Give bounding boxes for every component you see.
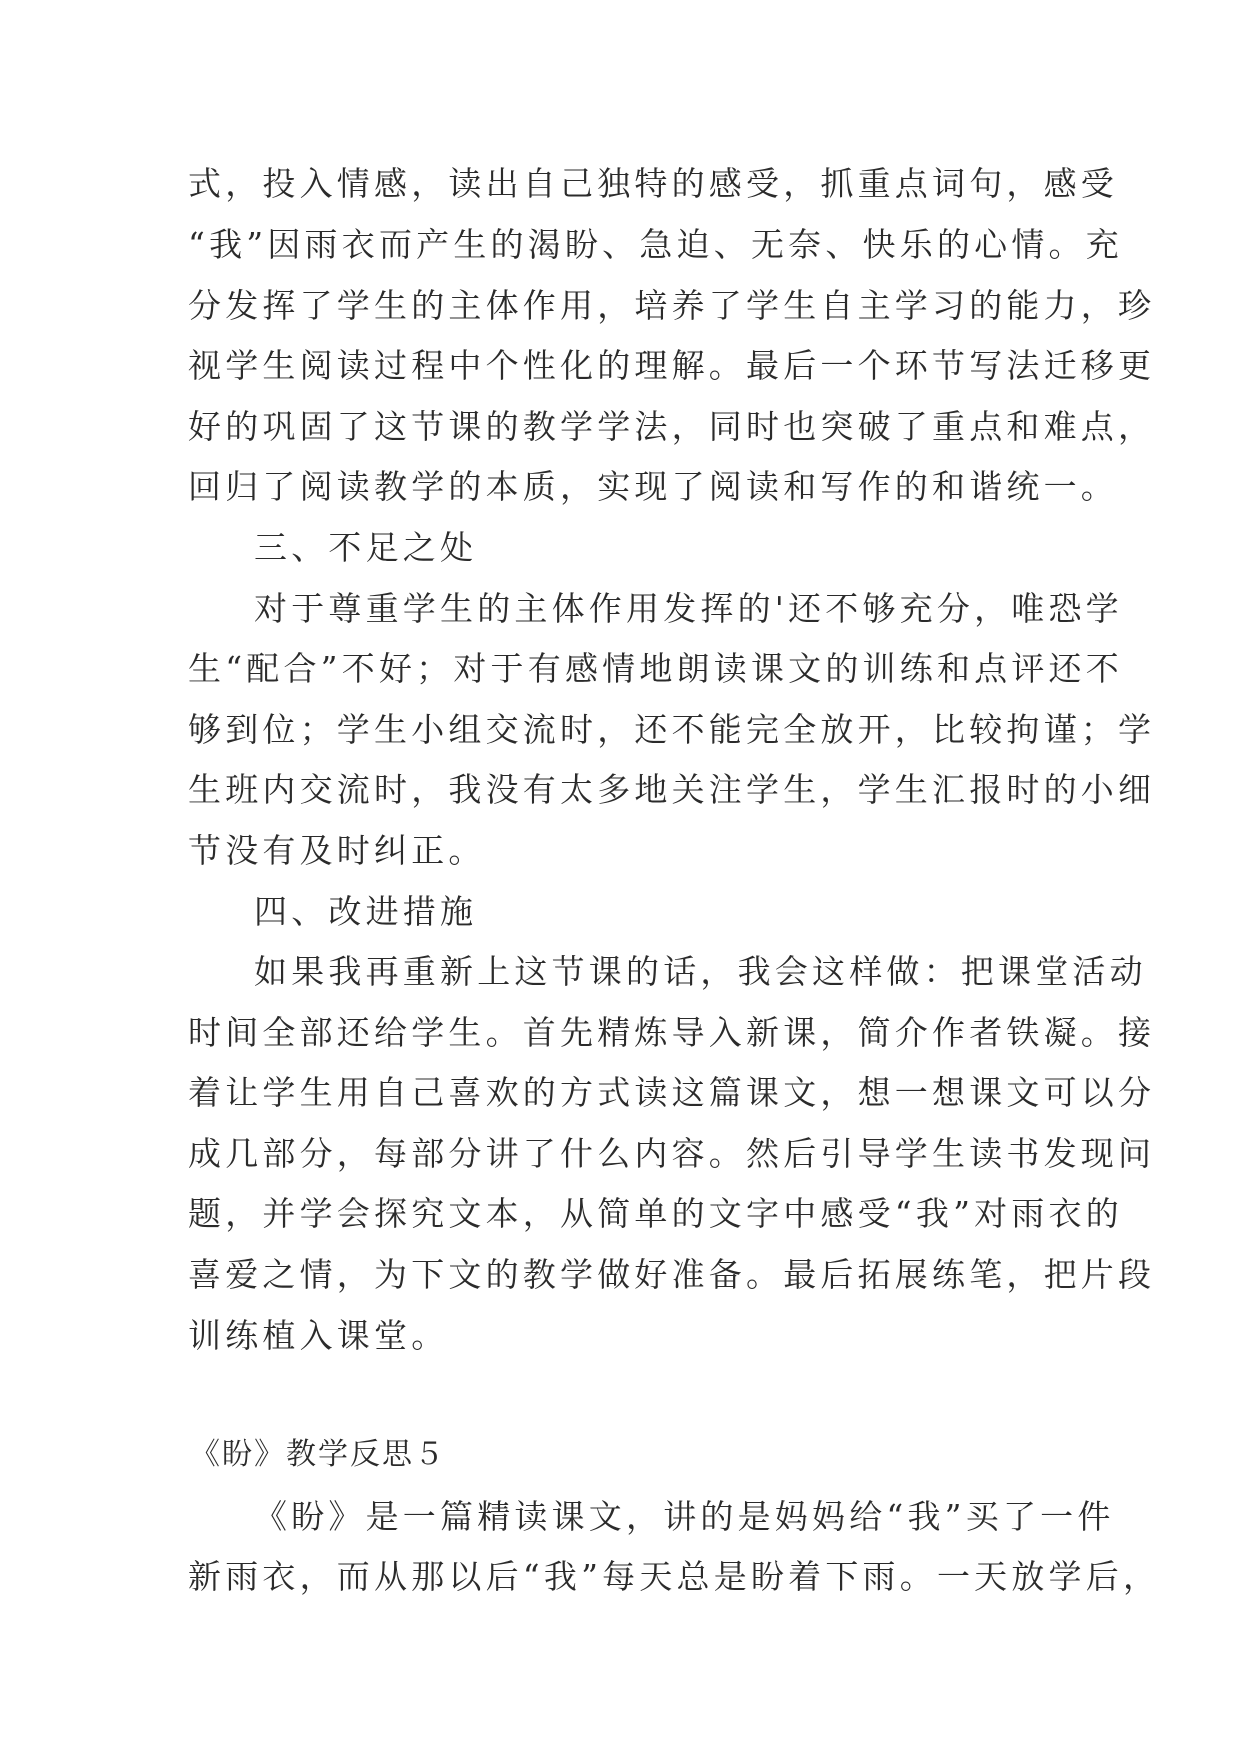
section-heading-3: 三、不足之处 [254,528,478,567]
text-line-8: 对于尊重学生的主体作用发挥的'还不够充分，唯恐学 [254,589,1123,628]
text-line-12: 节没有及时纠正。 [188,831,486,870]
text-line-16: 着让学生用自己喜欢的方式读这篇课文，想一想课文可以分 [188,1073,1156,1112]
text-line-15: 时间全部还给学生。首先精炼导入新课，简介作者铁凝。接 [188,1013,1156,1052]
text-line-10: 够到位；学生小组交流时，还不能完全放开，比较拘谨；学 [188,710,1156,749]
text-line-11: 生班内交流时，我没有太多地关注学生，学生汇报时的小细 [188,770,1156,809]
text-line-5: 好的巩固了这节课的教学学法，同时也突破了重点和难点， [188,407,1156,446]
text-line-3: 分发挥了学生的主体作用，培养了学生自主学习的能力，珍 [188,286,1156,325]
text-line-20: 训练植入课堂。 [188,1316,449,1355]
text-line-9: 生“配合”不好；对于有感情地朗读课文的训练和点评还不 [188,649,1123,688]
section-heading-4: 四、改进措施 [254,892,478,931]
text-line-6: 回归了阅读教学的本质，实现了阅读和写作的和谐统一。 [188,467,1118,506]
text-line-17: 成几部分，每部分讲了什么内容。然后引导学生读书发现问 [188,1134,1156,1173]
text-line-1: 式，投入情感，读出自己独特的感受，抓重点词句，感受 [188,164,1118,203]
text-line-14: 如果我再重新上这节课的话，我会这样做：把课堂活动 [254,952,1147,991]
text-line-18: 题，并学会探究文本，从简单的文字中感受“我”对雨衣的 [188,1194,1123,1233]
text-line-2: “我”因雨衣而产生的渴盼、急迫、无奈、快乐的心情。充 [188,225,1123,264]
text-line-22: 新雨衣，而从那以后“我”每天总是盼着下雨。一天放学后， [188,1557,1161,1596]
section-title: 《盼》教学反思５ [190,1437,446,1472]
text-line-4: 视学生阅读过程中个性化的理解。最后一个环节写法迁移更 [188,346,1156,385]
text-line-21: 《盼》是一篇精读课文，讲的是妈妈给“我”买了一件 [254,1497,1115,1536]
text-line-19: 喜爱之情，为下文的教学做好准备。最后拓展练笔，把片段 [188,1255,1156,1294]
